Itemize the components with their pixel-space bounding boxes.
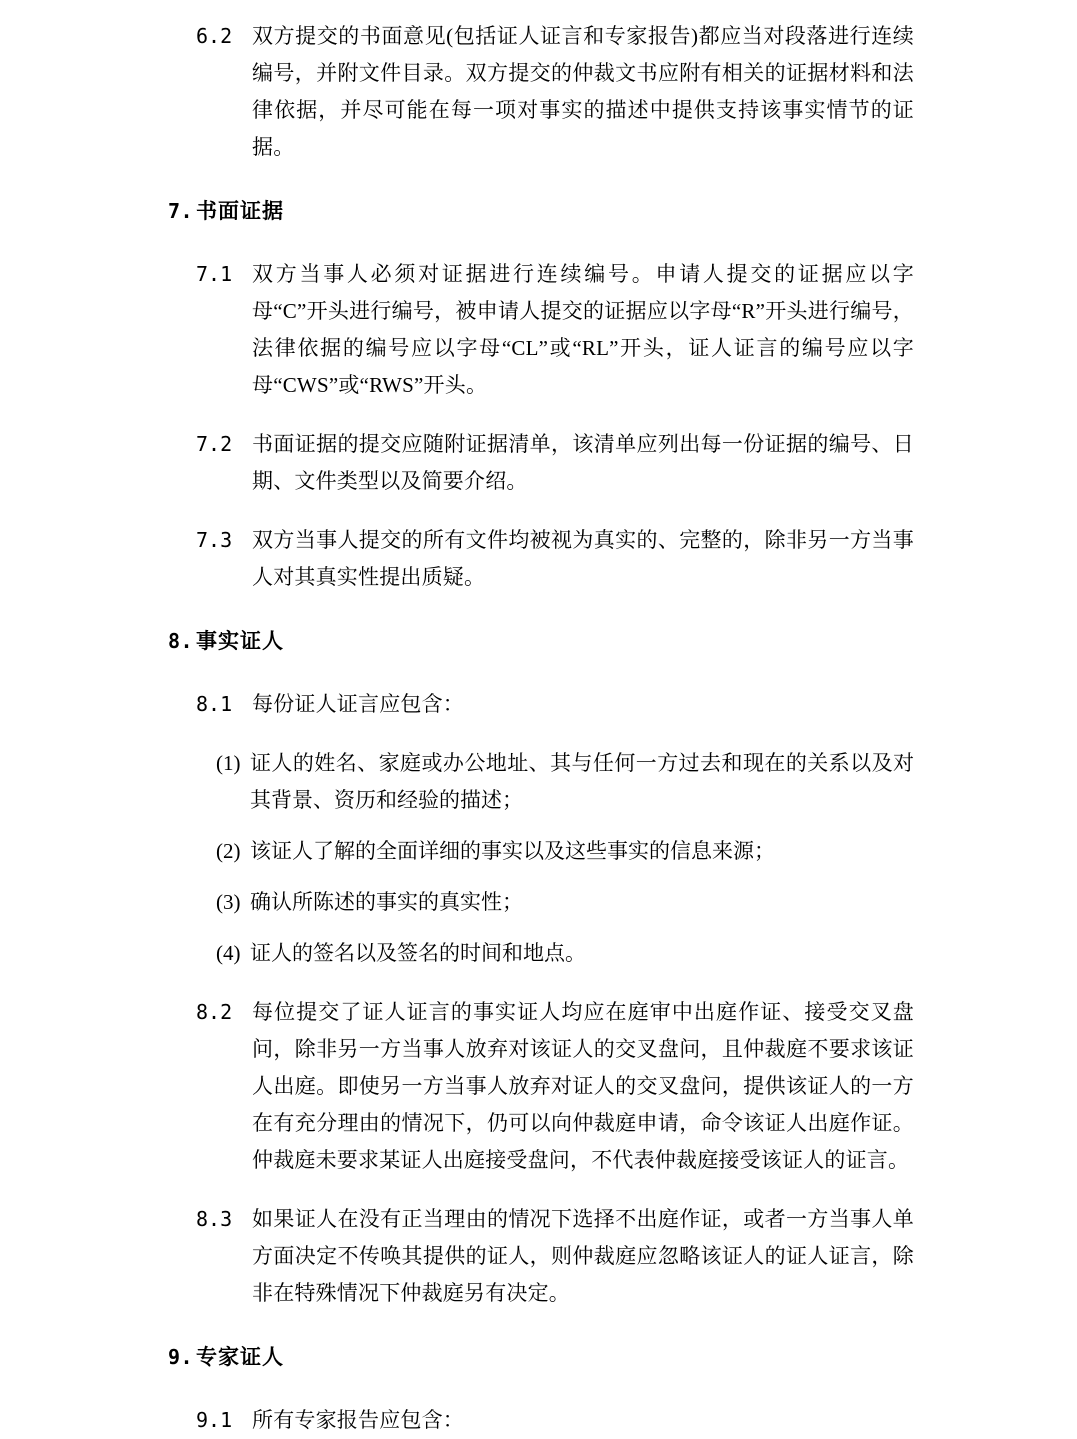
heading-number: 9. — [168, 1345, 194, 1369]
clause-text: 双方当事人提交的所有文件均被视为真实的、完整的，除非另一方当事人对其真实性提出质疑。 — [252, 528, 914, 589]
heading-7 — [168, 196, 914, 226]
clause-text: 双方提交的书面意见(包括证人证言和专家报告)都应当对段落进行连续编号，并附文件目录。双方提交的仲裁文书应附有相关的证据材料和法律依据，并尽可能在每一项对事实的描述中提供支持该事实情节的证据。 — [252, 24, 914, 159]
clause-9-1 — [196, 1402, 914, 1439]
clause-text: 所有专家报告应包含： — [252, 1408, 464, 1432]
spacer — [168, 166, 914, 196]
clause-number: 7.1 — [196, 262, 233, 286]
heading-number: 7. — [168, 199, 194, 223]
clause-7-2 — [196, 426, 914, 500]
heading-9 — [168, 1342, 914, 1372]
clause-6-2 — [196, 18, 914, 166]
spacer — [168, 656, 914, 686]
heading-8 — [168, 626, 914, 656]
spacer — [168, 1372, 914, 1402]
spacer — [168, 500, 914, 522]
subitem-number: (1) — [216, 751, 241, 775]
clause-7-3 — [196, 522, 914, 596]
subitem-1 — [216, 745, 914, 819]
spacer — [168, 921, 914, 935]
heading-number: 8. — [168, 629, 194, 653]
clause-number: 7.3 — [196, 528, 233, 552]
spacer — [168, 972, 914, 994]
clause-number: 6.2 — [196, 24, 233, 48]
clause-text: 每份证人证言应包含： — [252, 692, 464, 716]
subitem-2 — [216, 833, 914, 870]
subitem-number: (2) — [216, 839, 241, 863]
clause-text: 书面证据的提交应随附证据清单，该清单应列出每一份证据的编号、日期、文件类型以及简要介绍。 — [252, 432, 914, 493]
clause-text: 如果证人在没有正当理由的情况下选择不出庭作证，或者一方当事人单方面决定不传唤其提供的证人，则仲裁庭应忽略该证人的证人证言，除非在特殊情况下仲裁庭另有决定。 — [252, 1207, 914, 1305]
spacer — [168, 404, 914, 426]
subitem-3 — [216, 884, 914, 921]
subitem-number: (3) — [216, 890, 241, 914]
document-body — [168, 18, 914, 1439]
spacer — [168, 1179, 914, 1201]
clause-8-1 — [196, 686, 914, 723]
spacer — [168, 226, 914, 256]
spacer — [168, 1312, 914, 1342]
spacer — [168, 723, 914, 745]
clause-number: 8.3 — [196, 1207, 233, 1231]
subitem-text: 证人的签名以及签名的时间和地点。 — [250, 941, 586, 965]
heading-title: 专家证人 — [196, 1345, 284, 1369]
subitem-number: (4) — [216, 941, 241, 965]
clause-text: 双方当事人必须对证据进行连续编号。申请人提交的证据应以字母“C”开头进行编号，被申请人提交的证据应以字母“R”开头进行编号，法律依据的编号应以字母“CL”或“RL”开头，证人证言的编号应以字母“CWS”或“RWS”开头。 — [252, 262, 914, 397]
spacer — [168, 870, 914, 884]
subitem-4 — [216, 935, 914, 972]
subitem-text: 确认所陈述的事实的真实性； — [250, 890, 523, 914]
heading-title: 事实证人 — [196, 629, 284, 653]
clause-text: 每位提交了证人证言的事实证人均应在庭审中出庭作证、接受交叉盘问，除非另一方当事人放弃对该证人的交叉盘问，且仲裁庭不要求该证人出庭。即使另一方当事人放弃对证人的交叉盘问，提供该证人的一方在有充分理由的情况下，仍可以向仲裁庭申请，命令该证人出庭作证。仲裁庭未要求某证人出庭接受盘问，不代表仲裁庭接受该证人的证言。 — [252, 1000, 914, 1172]
subitem-text: 证人的姓名、家庭或办公地址、其与任何一方过去和现在的关系以及对其背景、资历和经验的描述； — [250, 751, 914, 812]
spacer — [168, 819, 914, 833]
clause-7-1 — [196, 256, 914, 404]
clause-8-3 — [196, 1201, 914, 1312]
clause-8-2 — [196, 994, 914, 1179]
clause-number: 8.1 — [196, 692, 233, 716]
subitem-text: 该证人了解的全面详细的事实以及这些事实的信息来源； — [250, 839, 775, 863]
spacer — [168, 596, 914, 626]
heading-title: 书面证据 — [196, 199, 284, 223]
clause-number: 8.2 — [196, 1000, 233, 1024]
clause-number: 7.2 — [196, 432, 233, 456]
clause-number: 9.1 — [196, 1408, 233, 1432]
